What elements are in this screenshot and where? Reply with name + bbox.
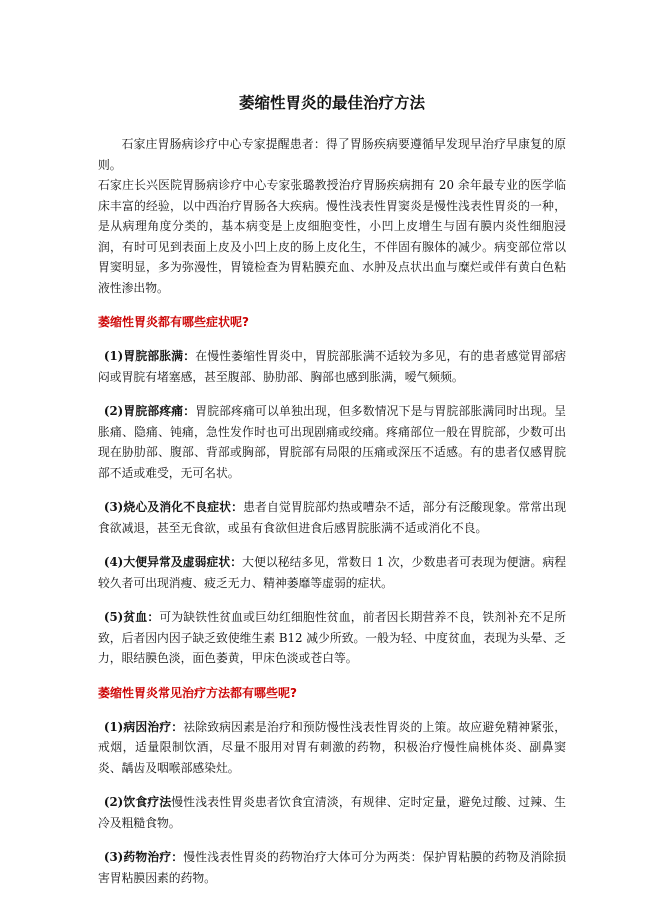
treatment-text: 慢性浅表性胃炎患者饮食宜清淡，有规律、定时定量，避免过酸、过辣、生冷及粗糙食物。 — [98, 795, 566, 830]
symptom-item — [98, 552, 566, 593]
page-title: 萎缩性胃炎的最佳治疗方法 — [238, 94, 425, 112]
treatment-item — [98, 792, 566, 833]
symptom-item — [98, 401, 566, 483]
symptom-label: (2)胃脘部疼痛： — [103, 404, 196, 418]
symptom-text: 患者自觉胃脘部灼热或嘈杂不适，部分有泛酸现象。常常出现食欲减退，甚至无食欲，或虽有食欲但进食后感胃脘胀满不适或消化不良。 — [98, 500, 566, 535]
section-heading-symptoms: 萎缩性胃炎都有哪些症状呢? — [98, 315, 249, 329]
symptom-label: (3)烧心及消化不良症状： — [103, 500, 244, 514]
symptom-label: (1)胃脘部胀满： — [103, 349, 196, 363]
symptom-item — [98, 346, 566, 387]
treatment-item — [98, 717, 566, 779]
treatment-text: 祛除致病因素是治疗和预防慢性浅表性胃炎的上策。故应避免精神紧张，戒烟，适量限制饮酒，尽量不服用对胃有刺激的药物，积极治疗慢性扁桃体炎、副鼻窦炎、龋齿及咽喉部感染灶。 — [98, 719, 566, 775]
symptom-item — [98, 497, 566, 538]
symptom-text: 在慢性萎缩性胃炎中，胃脘部胀满不适较为多见，有的患者感觉胃部痞闷或胃脘有堵塞感，甚至腹部、胁肋部、胸部也感到胀满，嗳气频频。 — [98, 349, 566, 384]
intro-paragraph: 石家庄长兴医院胃肠病诊疗中心专家张璐教授治疗胃肠疾病拥有 20 余年最专业的医学临床丰富的经验，以中西治疗胃肠各大疾病。慢性浅表性胃窦炎是慢性浅表性胃炎的一种，是从病理角度分类的，基本病变是上皮细胞变性，小凹上皮增生与固有膜内炎性细胞浸润，有时可见到表面上皮及小凹上皮的肠上皮化生，不伴固有腺体的减少。病变部位常以胃窦明显，多为弥漫性，胃镜检查为胃粘膜充血、水肿及点状出血与糜烂或伴有黄白色粘液性渗出物。 — [98, 178, 566, 295]
symptom-label: (5)贫血： — [103, 610, 160, 624]
symptom-item — [98, 607, 566, 669]
symptom-text: 可为缺铁性贫血或巨幼红细胞性贫血，前者因长期营养不良，铁剂补充不足所致，后者因内因子缺乏致使维生素 B12 减少所致。一般为轻、中度贫血，表现为头晕、乏力，眼结膜色淡，面色萎黄，甲床色淡或苍白等。 — [98, 610, 566, 665]
symptom-text: 大便以秘结多见，常数日 1 次，少数患者可表现为便溏。病程较久者可出现消瘦、疲乏无力、精神萎靡等虚弱的症状。 — [98, 555, 566, 590]
treatment-text: 慢性浅表性胃炎的药物治疗大体可分为两类：保护胃粘膜的药物及消除损害胃粘膜因素的药物。 — [98, 850, 566, 885]
symptom-label: (4)大便异常及虚弱症状： — [103, 555, 243, 569]
section-heading-treatments: 萎缩性胃炎常见治疗方法都有哪些呢? — [98, 685, 297, 700]
treatment-label: (1)病因治疗： — [103, 719, 184, 734]
document-body — [98, 92, 566, 902]
treatment-label: (3)药物治疗： — [103, 850, 184, 864]
symptom-text: 胃脘部疼痛可以单独出现，但多数情况下是与胃脘部胀满同时出现。呈胀痛、隐痛、钝痛，急性发作时也可出现剧痛或绞痛。疼痛部位一般在胃脘部，少数可出现在胁肋部、腹部、背部或胸部，胃脘部有局限的压痛或深压不适感。有的患者仅感胃脘部不适或难受，无可名状。 — [98, 404, 566, 480]
intro-lead: 石家庄胃肠病诊疗中心专家提醒患者：得了胃肠疾病要遵循早发现早治疗早康复的原则。 — [98, 137, 566, 172]
treatment-item — [98, 847, 566, 888]
treatment-label: (2)饮食疗法 — [103, 795, 172, 809]
